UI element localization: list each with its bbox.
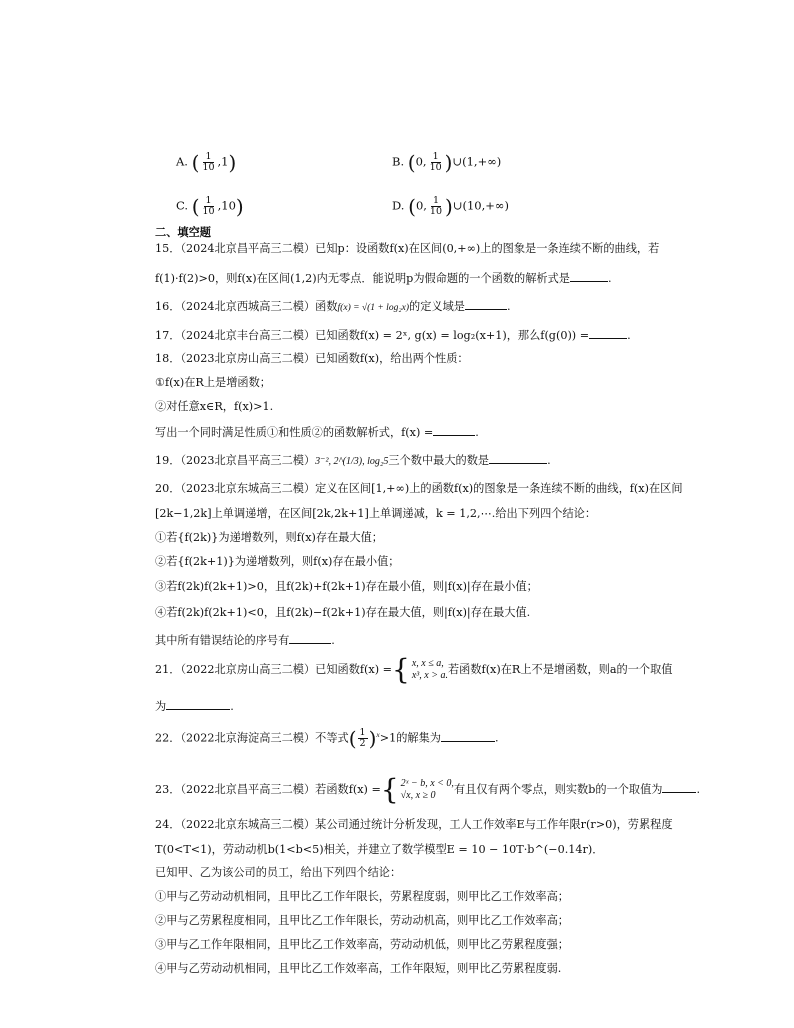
answer-blank <box>433 424 475 436</box>
q24-line7: ④甲与乙劳动动机相同，且甲比乙工作效率高，工作年限短，则甲比乙劳累程度弱. <box>155 962 562 975</box>
q24-line4: ①甲与乙劳动动机相同，且甲比乙工作年限长，劳累程度弱，则甲比乙工作效率高； <box>155 890 569 903</box>
option-d-fraction: $\frac{1}{10}$ <box>429 195 443 217</box>
answer-blank <box>465 298 507 310</box>
q24-line3: 已知甲、乙为该公司的员工，给出下列四个结论： <box>155 866 402 879</box>
answer-blank <box>662 781 696 793</box>
option-a-rest: ,1 <box>217 154 229 169</box>
q20-line5: ③若f(2k)f(2k+1)>0，且f(2k)+f(2k+1)存在最小值，则|f(x)|存在最小值； <box>155 580 538 593</box>
q18-line1: 18．（2023北京房山高三二模）已知函数f(x)，给出两个性质： <box>155 352 469 365</box>
q20-line4: ②若{f(2k+1)}为递增数列，则f(x)存在最小值； <box>155 555 400 568</box>
q21-piecewise: { x, x ≤ a, x³, x > a. <box>392 653 448 686</box>
q24-line1: 24．（2022北京东城高三二模）某公司通过统计分析发现，工人工作效率E与工作年限r(r>0)，劳累程度 <box>155 818 673 831</box>
answer-blank <box>441 730 495 742</box>
q18-line3: ②对任意x∈R，f(x)>1. <box>155 400 274 413</box>
option-c-fraction: $\frac{1}{10}$ <box>202 195 215 217</box>
q22-fraction: $\frac{1}{2}$ <box>359 727 366 750</box>
q20-line6: ④若f(2k)f(2k+1)<0，且f(2k)−f(2k+1)存在最大值，则|f(x)|存在最大值. <box>155 606 531 619</box>
answer-blank <box>166 698 230 710</box>
q24-line5: ②甲与乙劳累程度相同，且甲比乙工作年限长，劳动动机高，则甲比乙工作效率高； <box>155 914 569 927</box>
option-c-rest: ,10 <box>217 198 236 213</box>
q23-piecewise: { 2ˣ − b, x < 0, √x, x ≥ 0 <box>380 773 454 806</box>
option-a-label: A. <box>176 154 188 169</box>
q18-line2: ①f(x)在R上是增函数； <box>155 376 271 389</box>
option-a: A. ( $\frac{1}{10}$ ,1) <box>176 150 237 175</box>
answer-blank <box>589 327 627 339</box>
q21-line2: 为 . <box>155 700 234 713</box>
q15-line2: f(1)·f(2)>0，则f(x)在区间(1,2)内无零点．能说明p为假命题的一个函数的解析式是 . <box>155 272 612 285</box>
q24-line2: T(0<T<1)，劳动动机b(1<b<5)相关，并建立了数学模型E = 10 − 10T·b^(−0.14r)． <box>155 843 604 856</box>
q16: 16．（2024北京西城高三二模）函数f(x) = √(1 + log₂x)的定义域是 . <box>155 300 511 313</box>
q17: 17．（2024北京丰台高三二模）已知函数f(x) = 2ˣ, g(x) = log₂(x+1)，那么f(g(0)) = . <box>155 329 631 342</box>
option-b-label: B. <box>392 154 405 169</box>
q22: 22．（2022北京海淀高三二模）不等式( $\frac{1}{2}$ )$^x$>1的解集为 . <box>155 726 499 751</box>
option-d: D. (0, $\frac{1}{10}$ )∪(10,+∞) <box>392 194 509 219</box>
option-d-label: D. <box>392 198 405 213</box>
q19: 19．（2023北京昌平高三二模）3⁻², 2^(1/3), log₂5三个数中最大的数是 . <box>155 454 551 467</box>
q16-function: f(x) = √(1 + log₂x) <box>337 303 410 313</box>
q20-line2: [2k−1,2k]上单调递增，在区间[2k,2k+1]上单调递减，k = 1,2,⋯.给出下列四个结论： <box>155 507 597 520</box>
answer-blank <box>289 632 331 644</box>
q20-line7: 其中所有错误结论的序号有 . <box>155 634 335 647</box>
q19-numbers: 3⁻², 2^(1/3), log₂5 <box>315 456 389 467</box>
option-b-fraction: $\frac{1}{10}$ <box>429 151 442 173</box>
q23: 23．（2022北京昌平高三二模）若函数f(x) = { 2ˣ − b, x < 0, √x, x ≥ 0 有且仅有两个零点，则实数b的一个取值为 . <box>155 773 701 806</box>
q18-line4: 写出一个同时满足性质①和性质②的函数解析式，f(x) = . <box>155 426 479 439</box>
q20-line1: 20．（2023北京东城高三二模）定义在区间[1,+∞)上的函数f(x)的图象是一条连续不断的曲线，f(x)在区间 <box>155 482 683 495</box>
option-a-fraction: $\frac{1}{10}$ <box>202 151 215 173</box>
q21-line1: 21．（2022北京房山高三二模）已知函数f(x) = { x, x ≤ a, x³, x > a. 若函数f(x)在R上不是增函数，则a的一个取值 <box>155 653 673 686</box>
q15-line1: 15．（2024北京昌平高三二模）已知p：设函数f(x)在区间(0,+∞)上的图象是一条连续不断的曲线，若 <box>155 242 660 255</box>
option-c: C. ( $\frac{1}{10}$ ,10) <box>176 194 244 219</box>
answer-blank <box>570 270 608 282</box>
answer-blank <box>489 452 547 464</box>
q20-line3: ①若{f(2k)}为递增数列，则f(x)存在最大值； <box>155 531 383 544</box>
option-c-label: C. <box>176 198 189 213</box>
option-d-rest: ∪(10,+∞) <box>452 198 509 213</box>
option-b-rest: ∪(1,+∞) <box>452 154 502 169</box>
q24-line6: ③甲与乙工作年限相同，且甲比乙工作效率高，劳动动机低，则甲比乙劳累程度强； <box>155 938 569 951</box>
section-title: 二、填空题 <box>155 225 211 239</box>
option-b: B. (0, $\frac{1}{10}$ )∪(1,+∞) <box>392 150 502 175</box>
